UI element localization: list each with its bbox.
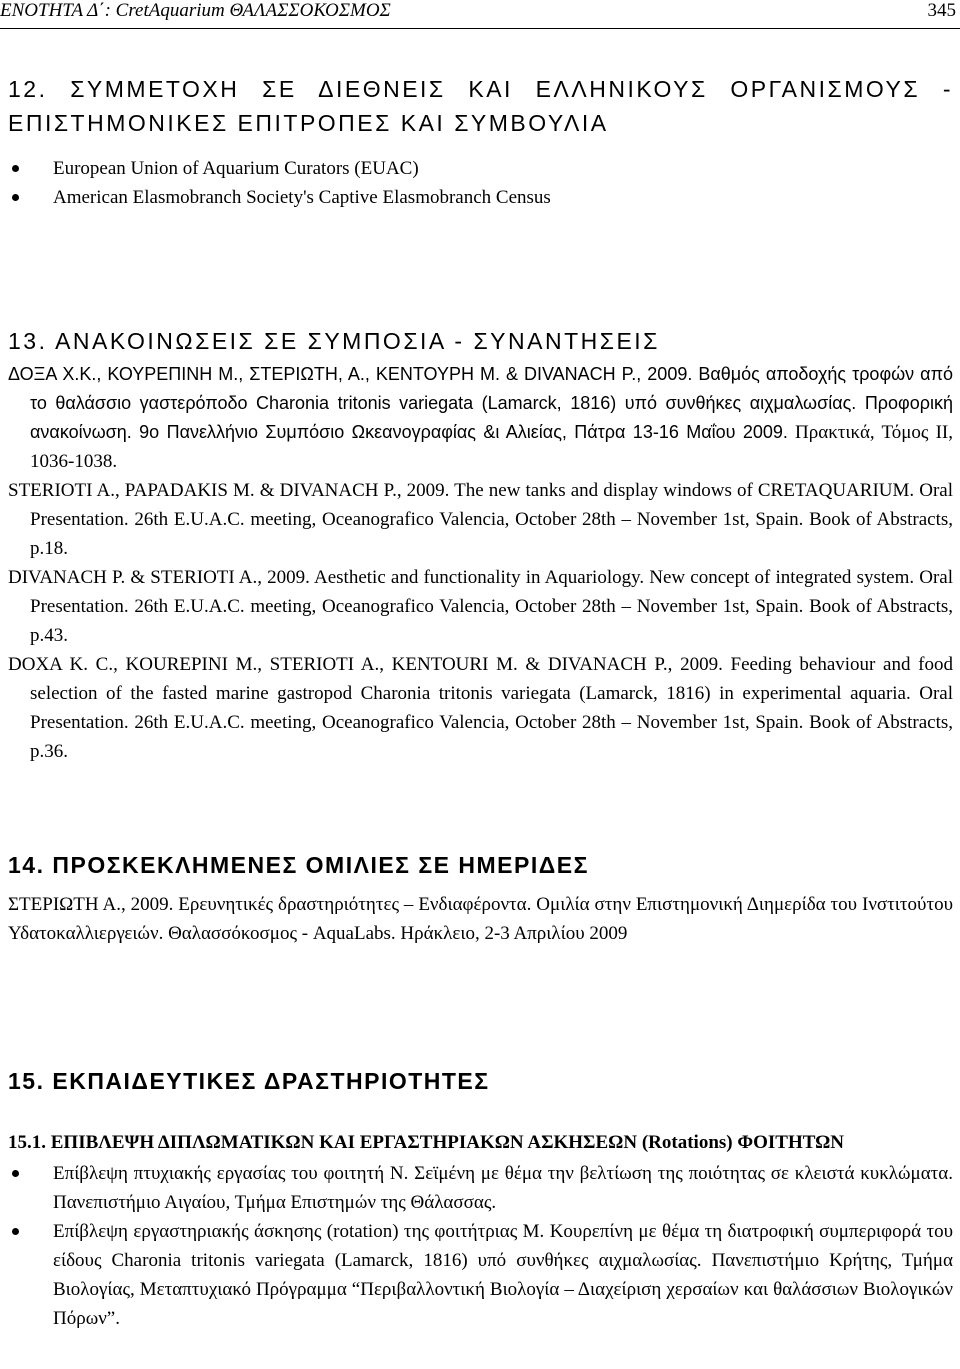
reference-list — [8, 360, 953, 766]
section-12-title: 12. ΣΥΜΜΕΤΟΧΗ ΣΕ ΔΙΕΘΝΕΙΣ ΚΑΙ ΕΛΛΗΝΙΚΟΥΣ ΟΡΓΑΝΙΣΜΟΥΣ - ΕΠΙΣΤΗΜΟΝΙΚΕΣ ΕΠΙΤΡΟΠΕΣ ΚΑΙ ΣΥΜΒΟΥΛΙΑ — [8, 76, 953, 136]
section-13 — [8, 324, 953, 766]
page-number: 345 — [927, 0, 956, 21]
list-item: Επίβλεψη πτυχιακής εργασίας του φοιτητή Ν. Σεϊμένη με θέμα την βελτίωση της ποιότητας σε κλειστά κυκλώματα. Πανεπιστήμιο Αιγαίου, Τμήμα Επιστημών της Θάλασσας. — [8, 1159, 953, 1217]
list-item: Επίβλεψη εργαστηριακής άσκησης (rotation) της φοιτήτριας Μ. Κουρεπίνη με θέμα τη διατροφική συμπεριφορά του είδους Charonia tritonis variegata (Lamarck, 1816) υπό συνθήκες αιχμαλωσίας. Πανεπιστήμιο Κρήτης, Τμήμα Βιολογίας, Μεταπτυχιακό Πρόγραμμα “Περιβαλλοντική Βιολογία – Διαχείριση χερσαίων και θαλάσσιων Βιολογικών Πόρων”. — [8, 1217, 953, 1333]
bullet-icon — [12, 1228, 19, 1235]
list-item: American Elasmobranch Society's Captive Elasmobranch Census — [8, 183, 953, 212]
header-title: ΕΝΟΤΗΤΑ Δ΄: CretAquarium ΘΑΛΑΣΣΟΚΟΣΜΟΣ — [0, 0, 391, 21]
section-14 — [8, 848, 953, 948]
section-14-title: 14. ΠΡΟΣΚΕΚΛΗΜΕΝΕΣ ΟΜΙΛΙΕΣ ΣΕ ΗΜΕΡΙΔΕΣ — [8, 852, 589, 878]
section-15 — [8, 1064, 953, 1333]
bullet-icon — [12, 165, 19, 172]
section-12-list — [8, 154, 953, 212]
reference-item: STERIOTI A., PAPADAKIS M. & DIVANACH P., 2009. The new tanks and display windows of CRETAQUARIUM. Oral Presentation. 26th E.U.A.C. meeting, Oceanografico Valencia, October 28th – November 1st, Spain. Book of Abstracts, p.18. — [8, 480, 953, 559]
reference-item: DIVANACH P. & STERIOTI A., 2009. Aesthetic and functionality in Aquariology. New concept of integrated system. Oral Presentation. 26th E.U.A.C. meeting, Oceanografico Valencia, October 28th – November 1st, Spain. Book of Abstracts, p.43. — [8, 567, 953, 646]
section-14-text: ΣΤΕΡΙΩΤΗ Α., 2009. Ερευνητικές δραστηριότητες – Ενδιαφέροντα. Ομιλία στην Επιστημονική Διημερίδα του Ινστιτούτου Υδατοκαλλιεργειών. Θαλασσόκοσμος - AquaLabs. Ηράκλειο, 2-3 Απριλίου 2009 — [8, 894, 953, 944]
reference-item: ΔΟΞΑ Χ.Κ., ΚΟΥΡΕΠΙΝΗ Μ., ΣΤΕΡΙΩΤΗ, Α., ΚΕΝΤΟΥΡΗ Μ. & DIVANACH P., 2009. Βαθμός αποδοχής τροφών από το θαλάσσιο γαστερόποδο Charonia tritonis variegata (Lamarck, 1816) υπό συνθήκες αιχμαλωσίας. Προφορική ανακοίνωση. 9ο Πανελλήνιο Συμπόσιο Ωκεανογραφίας &ι Αλιείας, Πάτρα 13-16 Μαΐου 2009. Πρακτικά, Τόμος ΙΙ, 1036-1038. — [8, 364, 953, 472]
section-13-title: 13. ΑΝΑΚΟΙΝΩΣΕΙΣ ΣΕ ΣΥΜΠΟΣΙΑ - ΣΥΝΑΝΤΗΣΕΙΣ — [8, 328, 660, 354]
bullet-icon — [12, 194, 19, 201]
reference-item: DOXA K. C., KOUREPINI M., STERIOTI A., KENTOURI M. & DIVANACH P., 2009. Feeding behaviour and food selection of the fasted marine gastropod Charonia tritonis variegata (Lamarck, 1816) in experimental aquaria. Oral Presentation. 26th E.U.A.C. meeting, Oceanografico Valencia, October 28th – November 1st, Spain. Book of Abstracts, p.36. — [8, 654, 953, 762]
running-header — [0, 0, 960, 29]
subsection-15-1-title: 15.1. ΕΠΙΒΛΕΨΗ ΔΙΠΛΩΜΑΤΙΚΩΝ ΚΑΙ ΕΡΓΑΣΤΗΡΙΑΚΩΝ ΑΣΚΗΣΕΩΝ (Rotations) ΦΟΙΤΗΤΩΝ — [8, 1132, 844, 1153]
section-12 — [8, 72, 953, 212]
section-15-title: 15. ΕΚΠΑΙΔΕΥΤΙΚΕΣ ΔΡΑΣΤΗΡΙΟΤΗΤΕΣ — [8, 1068, 490, 1094]
section-15-list — [8, 1159, 953, 1333]
list-item: European Union of Aquarium Curators (EUAC) — [8, 154, 953, 183]
bullet-icon — [12, 1170, 19, 1177]
